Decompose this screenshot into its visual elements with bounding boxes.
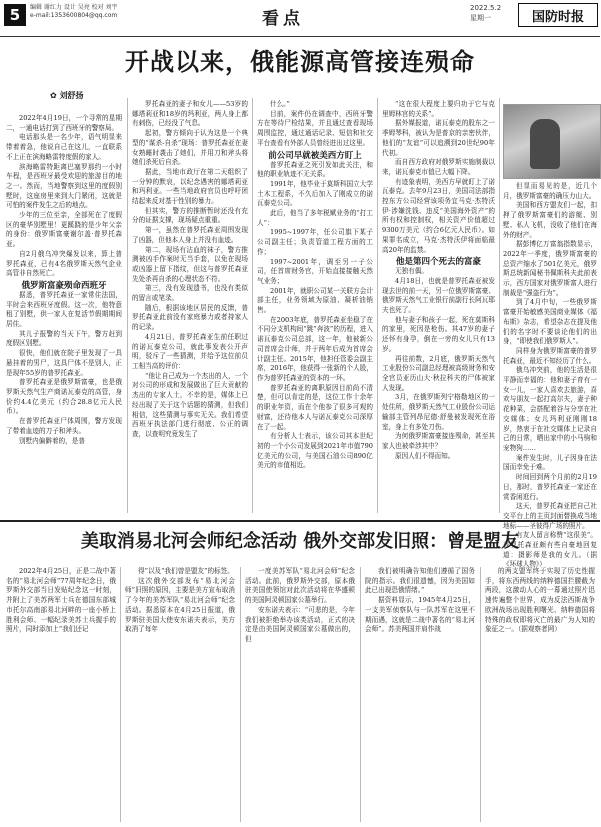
- article2-column-2: [125, 567, 235, 823]
- paragraph: 美国和西方盟友们一起，扣押了俄罗斯富豪们的游艇、别墅、私人飞机，没收了他们在海外的财产。: [503, 201, 597, 239]
- paragraph: 案件发生时，儿子因身在法国而幸免于难。: [503, 453, 597, 472]
- paragraph: 随后，根据该地区居民的反馈，普罗托森亚此前没有家庭暴力或者持家人的记录。: [132, 303, 248, 332]
- paragraph: 据资料显示，1945年4月25日，一支美军侦察队与一队苏军在这里不期而遇，这就是二战中著名的“易北河会师”。苏美两国并肩作战: [365, 596, 475, 634]
- paragraph: 有迹象表明，美西方早就盯上了诺瓦泰克。去年9月23日，美国司法部指控东方公司经营该项务宜马克·杰特沃伊·涉嫌洗钱、违反“美国海外资产”的所有权和控制权，相关资产价值超过9300万美元（约合6亿元人民币）。如果罪名成立，马克·杰特沃伊将面临最高20年的监禁。: [382, 177, 495, 254]
- paragraph: 有分析人士表示，该公司其本世纪初的一个小公司发展到2021年市值790亿美元的公司，与美国石油公司890亿美元的市值相近。: [257, 432, 373, 470]
- paragraph: 普罗托森亚是俄罗斯富豪，也是俄罗斯天然气生产商诺瓦泰克的高管，身价约4.4亿美元（约合28.8亿元人民币）。: [6, 378, 122, 416]
- section-divider: [0, 520, 600, 522]
- article2-headline: 美取消易北河会师纪念活动 俄外交部发旧照：曾是盟友: [80, 531, 520, 552]
- date-text: 2022.5.2: [470, 4, 502, 12]
- masthead: [0, 0, 600, 37]
- paragraph: 安东诺夫表示：“可悲的是，今年我们被拒绝举办该类活动，正式的决定是由美国阿灵顿国家公墓做出的，但: [245, 605, 355, 643]
- paragraph: 1991年，他毕业于莫斯科国立大学土木工程系，不久后加入了刚成立的诺瓦泰克公司。: [257, 179, 373, 208]
- article-photo: [503, 104, 601, 179]
- paragraph: 4月18日，也就是普罗托森亚被发现去世的前一天，另一位俄罗斯富豪、俄罗斯天然气工业银行前副行长阿瓦耶夫也死了。: [382, 276, 495, 315]
- paragraph: “这在很大程度上要归功于它与克里姆林宫的关系”。: [382, 100, 495, 118]
- section-title: 看点: [262, 9, 304, 29]
- article2-column-5: [485, 567, 595, 823]
- paragraph: 据彭博亿万富翁指数显示，2022年一季度，俄罗斯富豪的总资产缩水了501亿美元，俄罗斯总统新闻秘书佩斯科夫此前表示，西方国家对俄罗斯富人进行制裁是“强盗行为”。: [503, 240, 597, 297]
- paragraph: 起初，警方倾向于认为这是一个典型的“谋杀-自杀”现场：普罗托森亚在妻女熟睡时袭击了她们，并用刀和斧头将她们杀死后自杀。: [132, 129, 248, 167]
- column-divider: [480, 567, 481, 822]
- paragraph: 罗托森亚的妻子和女儿——53岁的娜塔莉亚和18岁的玛利亚，两人身上都有刺伤，已经没了气息。: [132, 100, 248, 128]
- editor-credits: [30, 4, 118, 20]
- paragraph: 普罗托森亚之死引发如此关注，和他的职业轨迹不无关系。: [257, 160, 373, 179]
- paragraph: 为何俄罗斯富豪接连殒命，甚至其家人也被牵涉其中？: [382, 432, 495, 450]
- paragraph: 什么。”: [270, 100, 290, 108]
- paragraph: 自2月俄乌冲突爆发以来，算上普罗托森亚，已有4名俄罗斯天然气企业高管非自然死亡。: [6, 249, 122, 278]
- paragraph: 这天，普罗托森亚把自己社交平台上的主页封面替换成当地地标——圣彼得广场的照片。: [503, 502, 597, 530]
- column-divider: [360, 567, 361, 822]
- paragraph: 到了4月中旬，一些俄罗斯富豪开始敏感美国商业媒体《福布斯》杂志，希望杂志在提及他们的名字时不要谈论他们的出身，“即使我们俄罗斯人”。: [503, 298, 597, 346]
- paragraph: 第一，虽然在普罗托森亚周围发现了凶器，但他本人身上并没有血迹。: [132, 226, 248, 244]
- weekday-text: 星期一: [470, 14, 491, 22]
- page-number: 5: [4, 4, 26, 26]
- paragraph: 目前，案件仍在调查中，西班牙警方在等待尸检结果，并且通过查看现场周围监控，通过通话记录、短信和社交平台查看有外部人员曾经进出过这里。: [257, 109, 373, 147]
- paragraph: 得”以及“我们曾是盟友”的标签。: [138, 567, 234, 575]
- article2-column-3: [245, 567, 355, 823]
- paragraph: 电话那头是一名少年，语气明显来带着着急，他说自己在这儿，一直联系不上正在滨海略雷特度假的家人。: [6, 133, 122, 161]
- paragraph: 2022年4月25日，正是二战中著名的“易北河会师”77周年纪念日，俄罗斯外交部当日发贴纪念这一时刻，并附上了美苏两军士兵在德国东部城市托尔高南部易北河畔的一座小桥上胜利会师、一幅纪录美苏士兵握手的照片，同时添加上“我们还记: [6, 567, 116, 634]
- paragraph: 普罗托森亚的离职原因目前尚不清楚，但可以肯定的是，这位工作十余年的职业年资，而在个他参了很多可观的财富，还待他本人与诺瓦泰克公司深厚在了一起。: [257, 383, 373, 431]
- article1-column-5: [503, 182, 597, 569]
- paragraph: 4月21日，普罗托森亚生前任职过的诺瓦泰克公司，就此事发表公开声明，驳斥了一些猜测，并给予这位前员工相当高的评价：: [132, 332, 248, 370]
- article1-column-3: [257, 100, 373, 516]
- article1-column-2: [132, 100, 248, 516]
- article1-column-4: [382, 100, 495, 516]
- column-divider: [240, 567, 241, 822]
- column-divider: [377, 98, 378, 513]
- paragraph: 在2003年底，普罗托森亚坐稳了在不同分支机构间“跳”奔波”的历程，进入诺瓦泰克公司总部，这一年，他被新公司首席会计师，并于两年后成为首席会计副主任。2015年，他担任管委会副主席，2016年，他获得一张新的个人股，作为普罗托森亚的资本的一环。: [257, 315, 373, 382]
- article1-column-1: [6, 114, 122, 516]
- paragraph: 少年的三位至亲，全部死在了度假区的豪华别墅里！更蹊跷的是少年父亲的身份：俄罗斯富豪谢尔盖·普罗托森亚。: [6, 211, 122, 249]
- subheading: 他是第四个死去的富豪: [395, 257, 481, 268]
- column-divider: [120, 567, 121, 822]
- paragraph: 一度美苏军队“易北河会师”纪念活动。此前，俄罗斯外交部，原本俄驻美国使领馆对此次活动将在华盛顿的美国阿灵顿国家公墓举行。: [245, 567, 355, 605]
- newspaper-logo: 国防时报: [518, 3, 598, 27]
- article1-byline: ✿ 刘舒扬: [50, 91, 84, 100]
- article2-column-1: [6, 567, 116, 823]
- article2-column-4: [365, 567, 475, 823]
- paragraph: 有友人留言称赞“这很美”。普罗托森亚颇有些自豪地回复道：摄影师是我的女儿。（据《环球人物》）: [503, 531, 597, 569]
- column-divider: [252, 98, 253, 513]
- paragraph: 滨海略雷特距离巴塞罗那约一小时车程，是西班牙最受欢迎的旅游目的地之一。然而，当地警察到这里的度假别墅时，这座房里来到大门紧闭，这就是可怕的案件发生之后的地点。: [6, 162, 122, 210]
- paragraph: 在普罗托森亚尸体周围，警方发现了带着血迹的刀子和斧头。: [6, 417, 122, 435]
- subheading: 俄罗斯富豪殒命西班牙: [21, 280, 107, 291]
- issue-date: [470, 3, 501, 23]
- paragraph: 据此，当地市政厅在第二天组织了一分钟的默哀，以纪念遇害的娜塔莉亚和玛利亚。一些当地政府官员也呼吁团结起来反对基于性别的暴力。: [132, 167, 248, 206]
- paragraph: 无独有偶。: [395, 267, 428, 276]
- paragraph: 其儿子报警的当天下午，警方赶到度假区别墅。: [6, 329, 122, 348]
- paragraph: 此后，他当了多年税赋业务的“打工人”：: [257, 209, 373, 227]
- column-divider: [499, 98, 500, 513]
- paragraph: 的两支盟军终于实现了历史性握手，将东西两线的纳粹德国拦腰截为两段，这激动人心的一幕通过照片迅速传遍整个世界，成为反法西斯战争欧洲战场出现胜利曙光、纳粹德国将特殊的政权即将灭亡的最广为人知的象征之一。（据观察者网）: [485, 567, 595, 634]
- paragraph: 据外媒报道，诺瓦泰克的股东之一季姆琴科，被认为是普京的亲密伙伴，他们的“友谊”可以追溯到20世纪90年代初。: [382, 119, 495, 157]
- paragraph: “他让自己成为一个杰出的人，一个对公司的形成和发展做出了巨大贡献的杰出的专家人士，不幸的是，媒体上已经出现了关于这个话题的猜测，但我们相信，这些猜测与事实无关。我们希望西班牙执法部门进行彻底、公正的调查，以查明究竟发生了: [132, 371, 248, 438]
- paragraph: 再往前数，2月底，俄罗斯天然气工业股份公司副总经理被高级财务和安全官员亚历山大·秋拉科夫的尸体被家人发现。: [382, 354, 495, 392]
- column-divider: [127, 98, 128, 513]
- paragraph: 我们被明确告知他们遵循了国务院的指示。我们很遗憾，因为美国如此已出现恐俄情绪。”: [365, 567, 475, 595]
- editor-email: e-mail:1353600804@qq.com: [30, 12, 118, 19]
- paragraph: 别墅内偏僻着的，是普: [19, 436, 85, 445]
- subheading: 前公司早就被美西方盯上: [268, 150, 362, 161]
- paragraph: 第二，现场有沾血的袜子，警方推测被凶手作案时无当手套，以免在现场或凶器上留下指纹，但这与普罗托森亚先处杀再自杀的心理状态不符。: [132, 245, 248, 283]
- editor-line: 编辑 谢红力 设计 吴亮 校对 刘宇: [30, 4, 118, 11]
- paragraph: 2001年，就职公司某一关联方会计部主任，业务领域为原油、凝析油销售。: [257, 286, 373, 315]
- paragraph: 但其实，警方的推断暂时还没有充分的证据支撑，现场疑点重重。: [132, 206, 248, 225]
- paragraph: 2022年4月19日，一个寻常的星期二，一通电话打到了西班牙的警察局。: [6, 114, 122, 132]
- paragraph: 3月，在俄罗斯列宁格勒地区的一处住所，俄罗斯天然气工业股份公司运输部主管列昂尼德·舒曼被发现死在浴室，身上有多处刀伤。: [382, 393, 495, 431]
- paragraph: 原因人们不得而知。: [395, 451, 455, 460]
- paragraph: 而自西方政府对俄罗斯实施制裁以来，诺瓦泰克市值已大幅下降。: [382, 158, 495, 176]
- paragraph: 第三，没有发现遗书，也没有类似的留言或笔录。: [132, 284, 248, 303]
- paragraph: 时间回到两个月前的2月19日，那时，普罗托森亚一家还在赏香闲逛行。: [503, 473, 597, 501]
- paragraph: 1997~2001年，调至另一子公司，任首席财务官，开始直接接触天然气业务；: [257, 257, 373, 285]
- paragraph: 1995~1997年，任公司旗下某子公司副主任；负责管道工程方面的工作；: [257, 228, 373, 256]
- article1-headline: 开战以来，俄能源高管接连殒命: [125, 48, 475, 76]
- paragraph: 这次俄外交部发布“易北河会师”旧照的原因，主要是美方宣布取消了今年的美苏军队“易北河会师”纪念活动。据悉原本在4月25日报道，俄罗斯驻美国大使安东诺夫表示，美方取消了每年: [125, 576, 235, 634]
- paragraph: 据悉，普罗托森亚一家常住法国，平时会来西班牙度假。这一次，他特意租了别墅，供一家人在复活节假期期间居住。: [6, 290, 122, 329]
- paragraph: 他与妻子和孩子一起，死在莫斯科的家里，死因是枪伤。其47岁的妻子还怀有身孕，倒在一旁的女儿只有13岁。: [382, 315, 495, 353]
- paragraph: 但显而易见的是，近几个月，俄罗斯富豪的确压力山大。: [503, 182, 597, 200]
- paragraph: 俄乌冲突前，他的生活是很平静而幸福的：他和妻子育有一女一儿，一家人喜欢去旅游，喜欢与朋友一起打高尔夫，妻子种花种菜，会搭配着谷与分享在社交媒体；女儿玛利亚刚刚18岁，热衷于在社交媒体上记录自己的日常，晒出家中的小马驹和宠物狗……: [503, 366, 597, 452]
- paragraph: 很快，他们就在院子里发现了一具悬挂着的男尸，这具尸体不是别人，正是现年55岁的普罗托森亚。: [6, 349, 122, 377]
- paragraph: 同样身为俄罗斯富豪的普罗托森亚，最近不知经历了什么。: [503, 346, 597, 365]
